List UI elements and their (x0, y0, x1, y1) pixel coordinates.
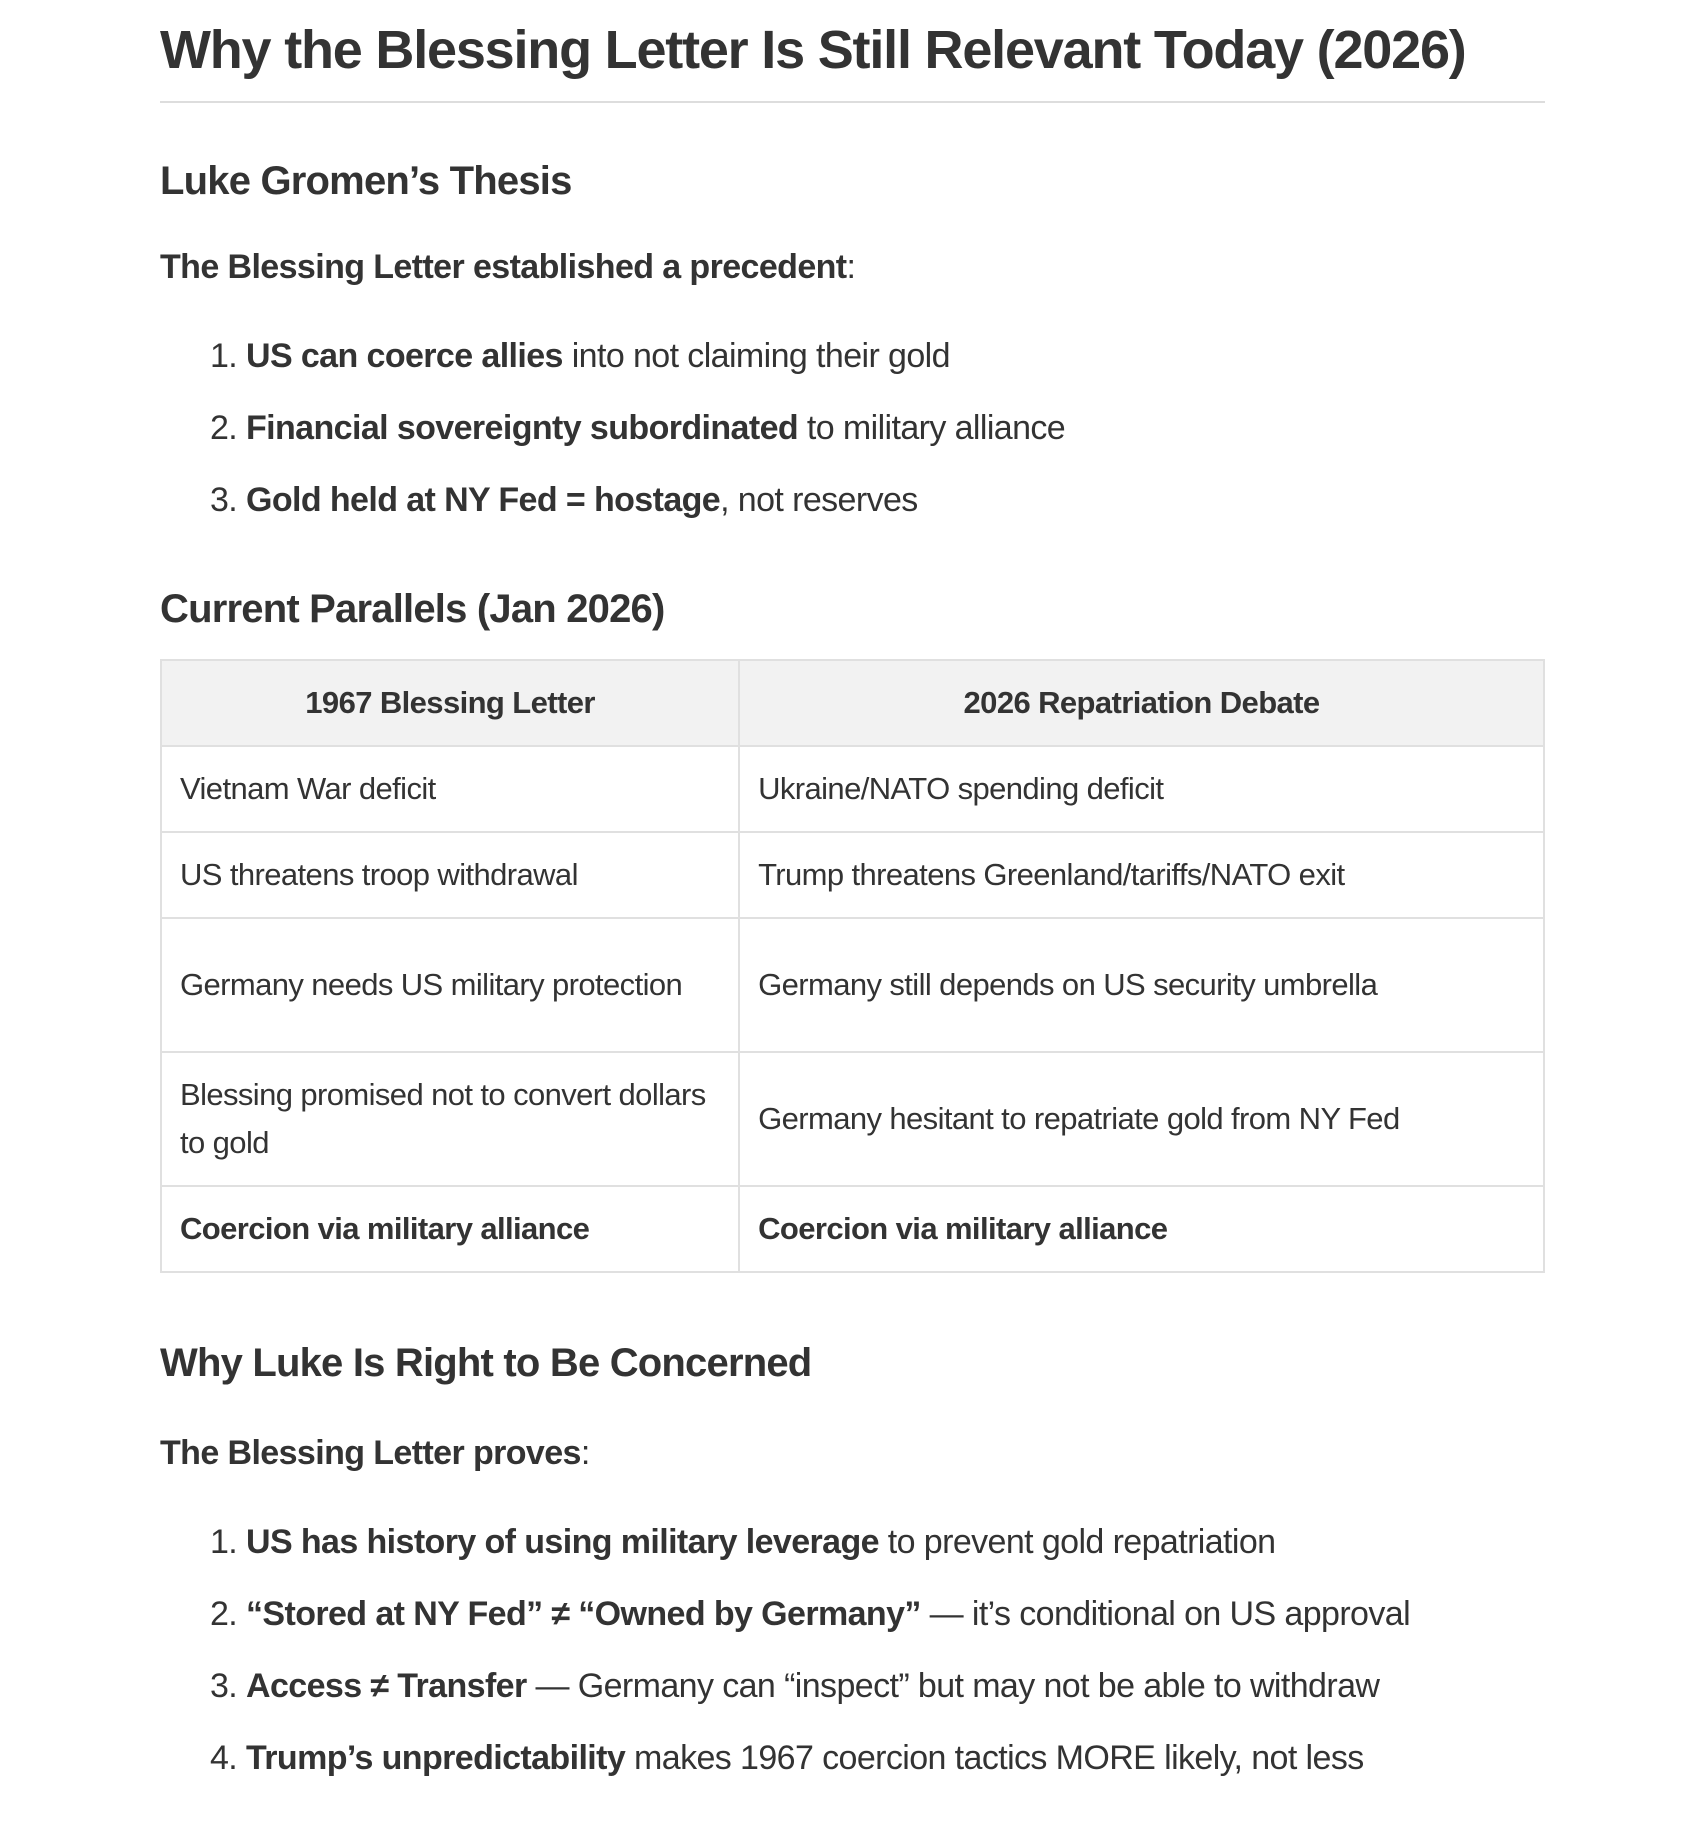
table-cell: Vietnam War deficit (161, 746, 739, 832)
table-cell: Germany hesitant to repatriate gold from NY Fed (739, 1052, 1544, 1186)
table-row (161, 1186, 1544, 1272)
list-item-text: — Germany can “inspect” but may not be able to withdraw (526, 1667, 1380, 1706)
list-item-text: makes 1967 coercion tactics MORE likely, not less (625, 1739, 1364, 1778)
thesis-list (160, 334, 1545, 523)
section-heading-parallels: Current Parallels (Jan 2026) (160, 586, 665, 631)
concerned-lead-bold: The Blessing Letter proves (160, 1433, 581, 1472)
list-item-bold: “Stored at NY Fed” ≠ “Owned by Germany” (246, 1594, 921, 1633)
table-cell: US threatens troop withdrawal (161, 832, 739, 918)
table-cell: Ukraine/NATO spending deficit (739, 746, 1544, 832)
list-item-bold: Financial sovereignty subordinated (246, 409, 799, 448)
column-header: 2026 Repatriation Debate (739, 660, 1544, 746)
table-row (161, 746, 1544, 832)
list-item-bold: US has history of using military leverage (246, 1522, 879, 1561)
table-cell: Germany still depends on US security umbrella (739, 918, 1544, 1052)
list-item-bold: Trump’s unpredictability (246, 1739, 626, 1778)
list-item-bold: US can coerce allies (246, 336, 563, 375)
column-header: 1967 Blessing Letter (161, 660, 739, 746)
list-item (246, 1664, 1545, 1708)
section-heading-concerned: Why Luke Is Right to Be Concerned (160, 1340, 812, 1385)
list-item (246, 1520, 1545, 1564)
list-item-bold: Gold held at NY Fed = hostage (246, 481, 721, 520)
table-cell: Germany needs US military protection (161, 918, 739, 1052)
concerned-lead (160, 1431, 1545, 1475)
list-item-text: , not reserves (720, 481, 918, 520)
table-cell: Trump threatens Greenland/tariffs/NATO exit (739, 832, 1544, 918)
section-heading-thesis: Luke Gromen’s Thesis (160, 158, 572, 203)
table-cell: Blessing promised not to convert dollars to gold (161, 1052, 739, 1186)
table-cell: Coercion via military alliance (739, 1186, 1544, 1272)
table-cell: Coercion via military alliance (161, 1186, 739, 1272)
table-header-row (161, 660, 1544, 746)
proves-list (160, 1520, 1545, 1781)
table-row (161, 918, 1544, 1052)
thesis-lead-bold: The Blessing Letter established a precedent (160, 247, 847, 286)
list-item (246, 334, 1545, 378)
document (160, 0, 1545, 1780)
list-item-bold: Access ≠ Transfer (246, 1667, 527, 1706)
list-item (246, 1592, 1545, 1636)
list-item (246, 1736, 1545, 1780)
table-row (161, 1052, 1544, 1186)
page-title: Why the Blessing Letter Is Still Relevant Today (2026) (160, 18, 1545, 103)
list-item-text: to military alliance (798, 409, 1066, 448)
list-item-text: to prevent gold repatriation (878, 1522, 1276, 1561)
list-item-text: — it’s conditional on US approval (920, 1594, 1411, 1633)
list-item-text: into not claiming their gold (562, 336, 950, 375)
concerned-lead-tail: : (580, 1433, 590, 1472)
thesis-lead-tail: : (846, 247, 856, 286)
parallels-table (160, 659, 1545, 1273)
table-row (161, 832, 1544, 918)
thesis-lead (160, 245, 1545, 289)
list-item (246, 406, 1545, 450)
list-item (246, 478, 1545, 522)
